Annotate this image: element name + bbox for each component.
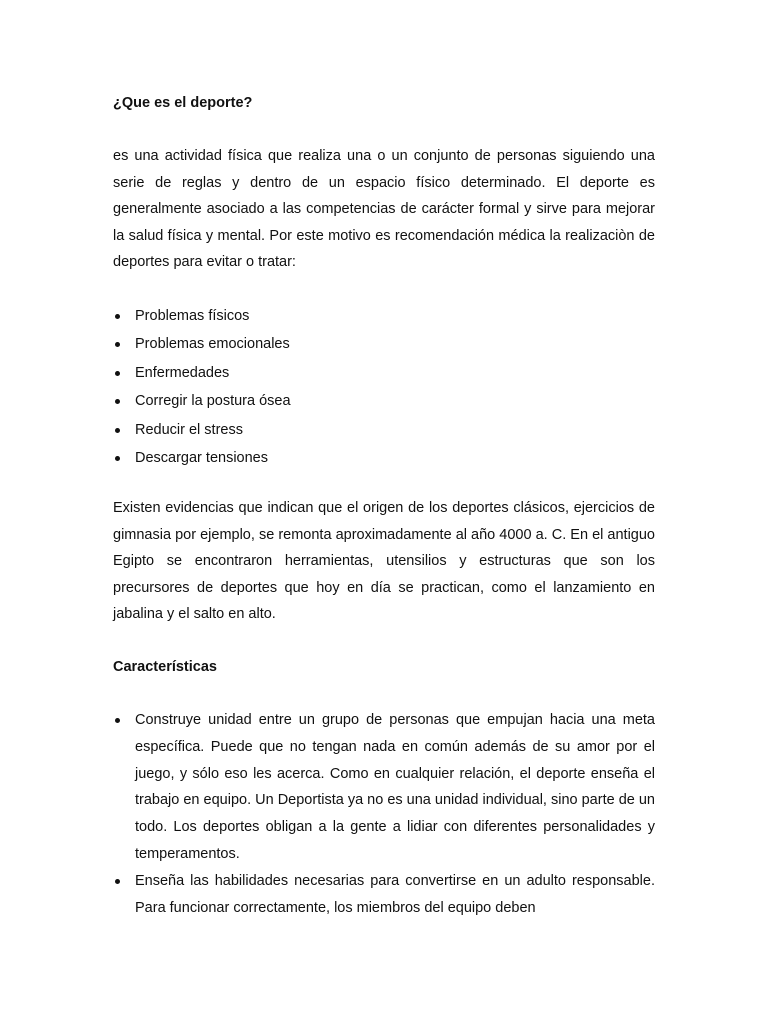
heading-que-es-el-deporte: ¿Que es el deporte? — [113, 95, 253, 111]
list-item: Enseña las habilidades necesarias para convertirse en un adulto responsable. Para funcionar correctamente, los miembros del equipo deben — [113, 868, 655, 922]
list-item: Corregir la postura ósea — [113, 387, 655, 416]
list-item: Problemas emocionales — [113, 330, 655, 359]
document-content — [113, 90, 655, 921]
list-item: Descargar tensiones — [113, 444, 655, 473]
list-item: Construye unidad entre un grupo de personas que empujan hacia una meta específica. Puede que no tengan nada en común además de su amor por el juego, y sólo eso les acerca. Como en cualquier relación, el deporte enseña el trabajo en equipo. Un Deportista ya no es una unidad individual, sino parte de un todo. Los deportes obligan a la gente a lidiar con diferentes personalidades y temperamentos. — [113, 707, 655, 868]
list-item: Reducir el stress — [113, 416, 655, 445]
paragraph-origin: Existen evidencias que indican que el origen de los deportes clásicos, ejercicios de gimnasia por ejemplo, se remonta aproximadamente al año 4000 a. C. En el antiguo Egipto se encontraron herramientas, utensilios y estructuras que son los precursores de deportes que hoy en día se practican, como el lanzamiento en jabalina y el salto en alto. — [113, 499, 655, 623]
heading-caracteristicas: Características — [113, 658, 217, 675]
list-item: Problemas físicos — [113, 302, 655, 331]
list-characteristics — [113, 707, 655, 921]
paragraph-definition: es una actividad física que realiza una o un conjunto de personas siguiendo una serie de reglas y dentro de un espacio físico determinado. El deporte es generalmente asociado a las competencias de carácter formal y sirve para mejorar la salud física y mental. Por este motivo es recomendación médica la realizaciòn de deportes para evitar o tratar: — [113, 148, 655, 271]
list-conditions — [113, 302, 655, 473]
list-item: Enfermedades — [113, 359, 655, 388]
